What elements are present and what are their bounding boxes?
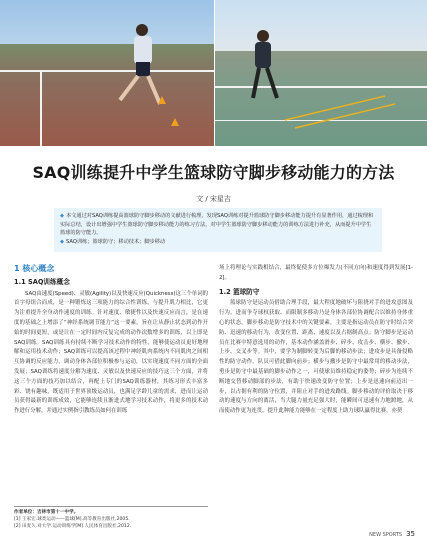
subheading-basketball-defense: 1.2 篮球防守 <box>219 287 260 296</box>
reference-item: [1] 王家宏.球类运动——篮球[M].高等教育出版社,2005. <box>14 517 130 522</box>
body-paragraph: SAQ由速度(Speed)、灵敏(Agility)以及快速反应(Quickness)这三个单词的首字母组合而成，是一种锻炼这三项能力的综合性训练，与提升肌力相比，它更为注重提升全身动作速度的训练。针对速度、敏捷性以及快速反应而言，是在速度的基础之上增添了“神经系统调节能力”这一要素，旨在让从静止状态到动作开始的时间更短，或是让在一定时间内反复完成的动作次数增多的训练，以上即是SAQ训练。SAQ训练具有持续不断学习技术动作的特性，能够使运动员更好地理解和运用技术动作；SAQ训练可以提高该过程中神经肌肉系统内不同肌肉之间相互协调的反应能力，调动身体各部位积极参与运动，以实现速度不同方面的全面发展；SAQ训练将速度分解为速度、灵敏以及快速反应的技巧这三个方面，并将这三个方面的技巧加以结合，再配上专门的SAQ训练器材，其练习形式丰富多彩、饶有趣味，既适用于世界顶级运动员，也满足学龄儿童的需求，进而让运动员获得最新的训练成效，它能够连续且渐进式地学习技术动作，将更多的技术动作进行分解，并通过实例指引教练员如何在训练 <box>14 290 208 415</box>
section-heading-core-concepts: 1 核心概念 <box>14 264 55 273</box>
author-affiliation: 作者单位：吉林市第十一中学。 <box>14 510 79 515</box>
body-paragraph: 篮球防守是运动员借助合理手段，最大程度地破坏与阻挠对手的进攻意图及行为，进而争夺球权获取、而限制多移动乃是身体各部位协调配合以维持身体重心的状态。脚步移动是防守技术中的关键要素，主要是指运动员在防守时结合突防、迅速的移动行为，改变位置、距离、速度以及占据制高点；防守脚步是运动员在比赛中特意选用的动作，基本动作涵盖滑步、碎步、攻击步、横步、撤步、上步、交叉步等。其中，要学为制脚转变为后脚的移动步法；进攻步是具备侵略性的防守动作，队员可借此脚向前步；横步与撤步是防守中最常用的移动步法，勇步是防守中最基础的脚步动作之一，可使球员维持稳定的姿势；碎步为连续不断地交替移动脚部的步法，有助于快速改变防守位置；上步是迅速向前迈出一步，以占据有利的防守位置，并阻止对手的进攻路线。脚步移动的评价取决于移动的速度与方向的离活，当大腿力量充足强大时，能瞬间可迅速有力地蹬地，从而使动作更为连贯，提升此种能力能够在一定程度上助力球队赢得比赛，亦契 <box>219 300 413 415</box>
left-column <box>14 264 208 417</box>
player-figure-icon <box>0 0 214 146</box>
header-photos <box>0 0 427 146</box>
abstract-text: 本文通过对SAQ训练提高篮球防守脚步移动的文献进行梳理，发现SAQ训练对提升篮球防守脚步移动能力提升有显著作用，通过梳理和实际总结，设计出增强中学生篮球防守脚步移动能力的练习方法，对中学生篮球防守脚步移动能力的训练方法进行补充，从而提升中学生篮球的防守能力。 <box>60 213 374 237</box>
bullet-icon: ◆ <box>60 213 64 219</box>
bullet-icon: ◆ <box>60 238 64 245</box>
page-number: 35 <box>406 530 415 538</box>
page-footer <box>369 530 415 538</box>
agility-ladder-icon <box>215 0 427 146</box>
reference-item: [2] 田麦久.对大学.运动训练学[M].人民体育出版社,2012. <box>14 524 132 529</box>
keywords-paragraph <box>60 238 376 247</box>
abstract-paragraph <box>60 212 376 238</box>
subheading-saq-concept: 1.1 SAQ训练概念 <box>14 277 70 286</box>
footnotes <box>14 506 208 530</box>
keywords-text: SAQ训练；篮球防守；移动技术；脚步移动 <box>66 238 166 245</box>
right-column <box>219 264 413 417</box>
article-title: SAQ训练提升中学生篮球防守脚步移动能力的方法 <box>32 163 395 182</box>
photo-basketball-drill-left <box>0 0 214 146</box>
author-line: 文 / 宋星吉 <box>196 195 231 203</box>
body-paragraph-continued: 场上将理论与实践相结合，最终促使多方位爆发力(不同方向)和速度得到发展[1-2]。 <box>219 265 413 281</box>
photo-basketball-drill-right <box>215 0 427 146</box>
footer-brand: NEW SPORTS <box>369 532 403 538</box>
abstract-box <box>54 208 382 252</box>
